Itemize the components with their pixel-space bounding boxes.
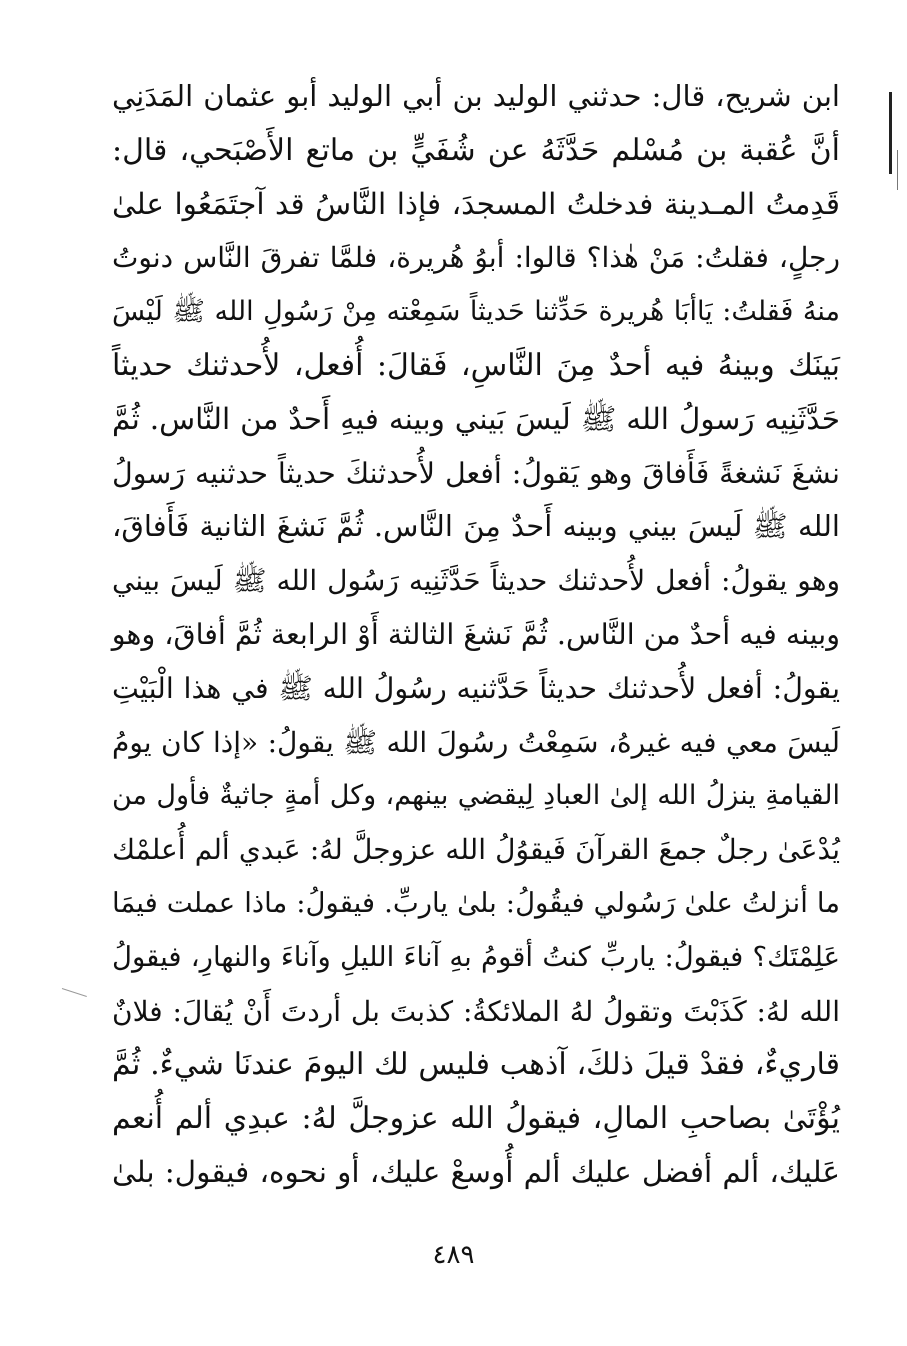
text-line: ما أنزلتُ علىٰ رَسُولي فيقُولُ: بلىٰ ياربِّ. فيقولُ: ماذا عملت فيمَا <box>112 886 840 919</box>
text-line: بَينَك وبينهُ فيه أحدٌ مِنَ النَّاسِ، فَقالَ: أُفعل، لأُحدثنك حديثاً <box>112 347 840 383</box>
text-line: وهو يقولُ: أفعل لأُحدثنك حديثاً حَدَّثَنِيه رَسُول الله ﷺ لَيسَ بيني <box>112 564 840 598</box>
text-line: ابن شريح، قال: حدثني الوليد بن أبي الوليد أبو عثمان المَدَنِي <box>112 79 840 113</box>
text-line: عَليك، ألم أفضل عليك ألم أُوسعْ عليك، أو نحوه، فيقول: بلىٰ <box>112 1154 840 1189</box>
page-body-text <box>112 70 840 1200</box>
text-line: يقولُ: أفعل لأُحدثنك حديثاً حَدَّثنيه رسُولُ الله ﷺ في هذا الْبَيْتِ <box>112 671 840 705</box>
text-line: القيامةِ ينزلُ الله إلىٰ العبادِ لِيقضي بينهم، وكل أمةٍ جاثيةٌ فأول من <box>112 780 840 812</box>
page-number: ٤٨٩ <box>432 1240 475 1270</box>
text-line: حَدَّثَنِيه رَسولُ الله ﷺ لَيسَ بَيني وبينه فيهِ أَحدٌ من النَّاس. ثُمَّ <box>112 401 840 436</box>
text-line: وبينه فيه أحدٌ من النَّاس. ثُمَّ نَشغَ الثالثة أَوْ الرابعة ثُمَّ أفاقَ، وهو <box>111 617 840 651</box>
text-line: الله ﷺ لَيسَ بيني وبينه أَحدٌ مِنَ النَّاس. ثُمَّ نَشغَ الثانية فَأَفاقَ، <box>112 509 840 544</box>
text-line: نشغَ نَشغةً فَأَفاقَ وهو يَقولُ: أفعل لأُحدثنكَ حديثاً حدثنيه رَسولُ <box>112 456 840 490</box>
text-line: لَيسَ معي فيه غيرهُ، سَمِعْتُ رسُولَ الله ﷺ يقولُ: «إذا كان يومُ <box>112 725 840 759</box>
page-edge-mark <box>889 92 892 174</box>
text-line: قاريءٌ، فقدْ قيلَ ذلكَ، آذهب فليس لك اليومَ عندنَا شيءٌ. ثُمَّ <box>112 1047 840 1083</box>
scan-mark <box>62 988 87 997</box>
text-line: رجلٍ، فقلتُ: مَنْ هٰذا؟ قالوا: أبوُ هُريرة، فلمَّا تفرقَ النَّاس دنوتُ <box>112 241 841 275</box>
page-edge-mark-thin <box>897 150 898 190</box>
text-line: عَلِمْتَك؟ فيقولُ: ياربِّ كنتُ أقومُ بهِ آناءَ الليلِ وآناءَ والنهارِ، فيقولُ <box>112 940 840 973</box>
text-line: الله لهُ: كَذَبْتَ وتقولُ لهُ الملائكةُ: كذبتَ بل أردتَ أَنْ يُقالَ: فلانٌ <box>112 994 840 1028</box>
text-line: يُدْعَىٰ رجلٌ جمعَ القرآنَ فَيقوُلُ الله عزوجلَّ لهُ: عَبدي ألم أُعلمْك <box>112 833 840 867</box>
text-line: أنَّ عُقبة بن مُسْلم حَدَّثَهُ عن شُفَيٍّ بن ماتع الأَصْبَحي، قال: <box>112 132 840 168</box>
text-line: قَدِمتُ المـدينة فدخلتُ المسجدَ، فإذا النَّاسُ قد آجتَمَعُوا علىٰ <box>112 186 840 221</box>
text-line: يُؤْتَىٰ بصاحبِ المالِ، فيقولُ الله عزوجلَّ لهُ: عبدِي ألم أُنعم <box>112 1101 840 1137</box>
text-line: منهُ فَقلتُ: يَاأبَا هُريرة حَدِّثنا حَديثاً سَمِعْته مِنْ رَسُولِ الله ﷺ لَيْسَ <box>112 296 840 328</box>
